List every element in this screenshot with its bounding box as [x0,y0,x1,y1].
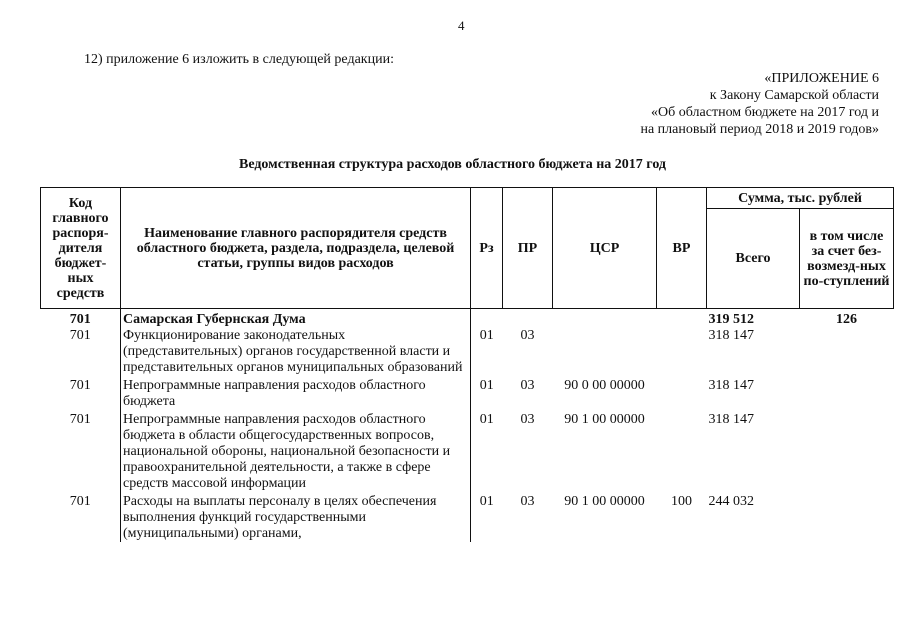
table-row [41,376,894,410]
cell-pr: 03 [520,378,535,393]
cell-name: Функционирование законодательных (представительных) органов государственной власти и представительных органов муниципальных образований [121,328,471,376]
cell-csr: 90 1 00 00000 [564,412,645,427]
cell-csr: 90 0 00 00000 [564,378,645,393]
header-sum: Сумма, тыс. рублей [707,188,894,209]
cell-total: 318 147 [708,328,754,343]
header-pr: ПР [503,188,553,309]
cell-free [800,410,894,492]
cell-vr [657,309,707,329]
cell-csr [553,328,657,376]
cell-pr [503,309,553,329]
cell-code: 701 [69,312,91,327]
amendment-intro: 12) приложение 6 изложить в следующей редакции: [84,52,394,67]
cell-total: 244 032 [708,494,754,509]
cell-rz [471,309,503,329]
cell-rz: 01 [479,494,494,509]
cell-vr [657,410,707,492]
cell-free [800,328,894,376]
appendix-line: «Об областном бюджете на 2017 год и [651,105,879,120]
cell-total: 319 512 [708,312,754,327]
cell-name: Непрограммные направления расходов областного бюджета [121,376,471,410]
cell-name: Непрограммные направления расходов областного бюджета в области общегосударственных вопросов, национальной обороны, национальной безопасности и правоохранительной деятельности, а также в сфере средств массовой информации [121,410,471,492]
cell-rz: 01 [479,412,494,427]
header-name: Наименование главного распорядителя средств областного бюджета, раздела, подраздела, целевой статьи, группы видов расходов [121,188,471,309]
budget-table [40,187,894,542]
cell-free [800,492,894,542]
page-number: 4 [458,18,465,33]
table-row [41,410,894,492]
cell-pr: 03 [520,412,535,427]
cell-csr [553,309,657,329]
table-row [41,328,894,376]
cell-free [800,376,894,410]
cell-pr: 03 [520,494,535,509]
cell-csr: 90 1 00 00000 [564,494,645,509]
appendix-line: к Закону Самарской области [709,88,879,103]
cell-rz: 01 [479,328,494,343]
cell-vr: 100 [671,494,692,509]
cell-total: 318 147 [708,412,754,427]
cell-total: 318 147 [708,378,754,393]
cell-code: 701 [69,328,91,343]
header-csr: ЦСР [553,188,657,309]
cell-name: Самарская Губернская Дума [121,309,471,329]
cell-code: 701 [69,412,91,427]
cell-code: 701 [69,378,91,393]
header-total: Всего [707,209,800,309]
table-row [41,309,894,329]
cell-vr [657,328,707,376]
header-code: Код главного распоря-дителя бюджет-ных средств [41,188,121,309]
appendix-line: на плановый период 2018 и 2019 годов» [640,122,879,137]
header-free: в том числе за счет без-возмезд-ных по-ступлений [800,209,894,309]
document-title: Ведомственная структура расходов областного бюджета на 2017 год [238,157,666,172]
cell-pr: 03 [520,328,535,343]
table-row [41,492,894,542]
header-vr: ВР [657,188,707,309]
cell-name: Расходы на выплаты персоналу в целях обеспечения выполнения функций государственными (муниципальными) органами, [121,492,471,542]
cell-vr [657,376,707,410]
cell-code: 701 [69,494,91,509]
cell-free: 126 [836,312,857,327]
header-rz: Рз [471,188,503,309]
table-header [41,188,894,309]
appendix-line: «ПРИЛОЖЕНИЕ 6 [764,71,879,86]
appendix-heading [589,70,879,138]
table-body [41,309,894,543]
cell-rz: 01 [479,378,494,393]
